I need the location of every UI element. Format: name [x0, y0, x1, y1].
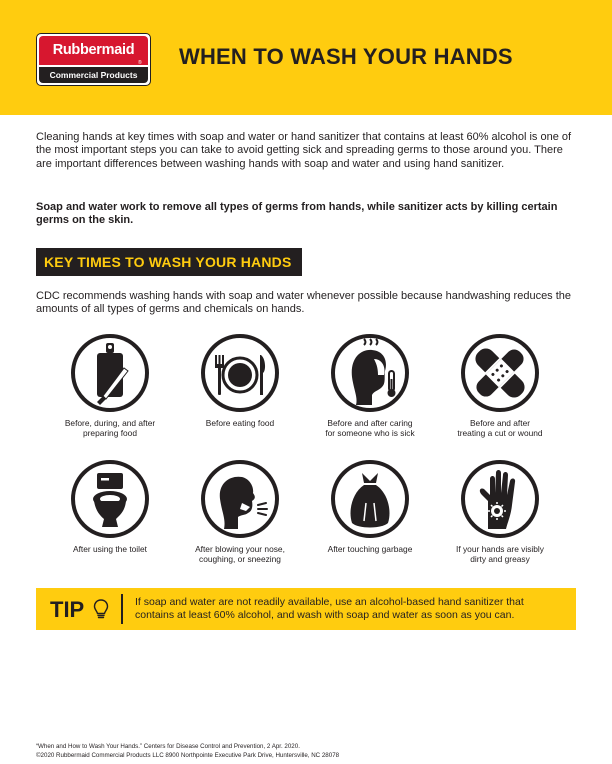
plate-fork-knife-icon	[200, 333, 280, 413]
logo-subtitle: Commercial Products	[39, 67, 148, 83]
key-time-caption: After touching garbage	[327, 544, 413, 554]
section-heading-bar	[36, 248, 302, 276]
key-time-item	[434, 333, 566, 439]
header-banner	[0, 0, 612, 115]
key-time-caption: Before and after treating a cut or wound	[457, 418, 543, 439]
tip-divider	[121, 594, 123, 624]
key-time-caption: If your hands are visibly dirty and greasy	[456, 544, 544, 565]
key-time-item	[174, 333, 306, 428]
footer-copyright: ©2020 Rubbermaid Commercial Products LLC 8900 Northpointe Executive Park Drive, Huntersville, NC 28078	[36, 751, 340, 759]
intro-bold-paragraph: Soap and water work to remove all types of germs from hands, while sanitizer acts by killing certain germs on the skin.	[36, 201, 558, 227]
section-title: KEY TIMES TO WASH YOUR HANDS	[44, 254, 292, 270]
key-time-caption: After using the toilet	[72, 544, 148, 554]
key-time-item	[174, 459, 306, 565]
key-time-item	[304, 459, 436, 554]
key-time-item	[434, 459, 566, 565]
key-time-caption: Before eating food	[205, 418, 275, 428]
tip-label: TIP	[50, 597, 85, 622]
key-time-caption: After blowing your nose, coughing, or sneezing	[195, 544, 285, 565]
key-time-caption: Before and after caring for someone who is sick	[325, 418, 415, 439]
logo-registered-mark: ®	[138, 60, 142, 66]
cutting-board-knife-icon	[70, 333, 150, 413]
toilet-icon	[70, 459, 150, 539]
key-time-item	[44, 333, 176, 439]
footer	[36, 743, 596, 760]
lightbulb-icon	[93, 598, 109, 620]
logo-brand: Rubbermaid	[39, 36, 148, 65]
sick-person-thermometer-icon	[330, 333, 410, 413]
key-time-item	[304, 333, 436, 439]
tip-box	[36, 588, 576, 630]
bandage-icon	[460, 333, 540, 413]
intro-paragraph: Cleaning hands at key times with soap and water or hand sanitizer that contains at least 60% alcohol is one of the most important steps you can take to avoid getting sick and spreading germs to those around you. There are important differences between washing hands with soap and water and using hand sanitizer.	[36, 131, 572, 170]
garbage-bag-icon	[330, 459, 410, 539]
tip-text: If soap and water are not readily available, use an alcohol-based hand sanitizer that contains at least 60% alcohol, and wash with soap and water as soon as you can.	[135, 596, 524, 621]
dirty-hand-icon	[460, 459, 540, 539]
key-time-caption: Before, during, and after preparing food	[64, 418, 156, 439]
page-title: WHEN TO WASH YOUR HANDS	[179, 44, 513, 69]
key-time-item	[44, 459, 176, 554]
sneezing-person-icon	[200, 459, 280, 539]
rubbermaid-logo	[36, 33, 151, 86]
cdc-paragraph: CDC recommends washing hands with soap and water whenever possible because handwashing reduces the amounts of all types of germs and chemicals on hands.	[36, 290, 572, 316]
footer-citation: “When and How to Wash Your Hands.” Centers for Disease Control and Prevention, 2 Apr. 2020.	[36, 743, 300, 750]
